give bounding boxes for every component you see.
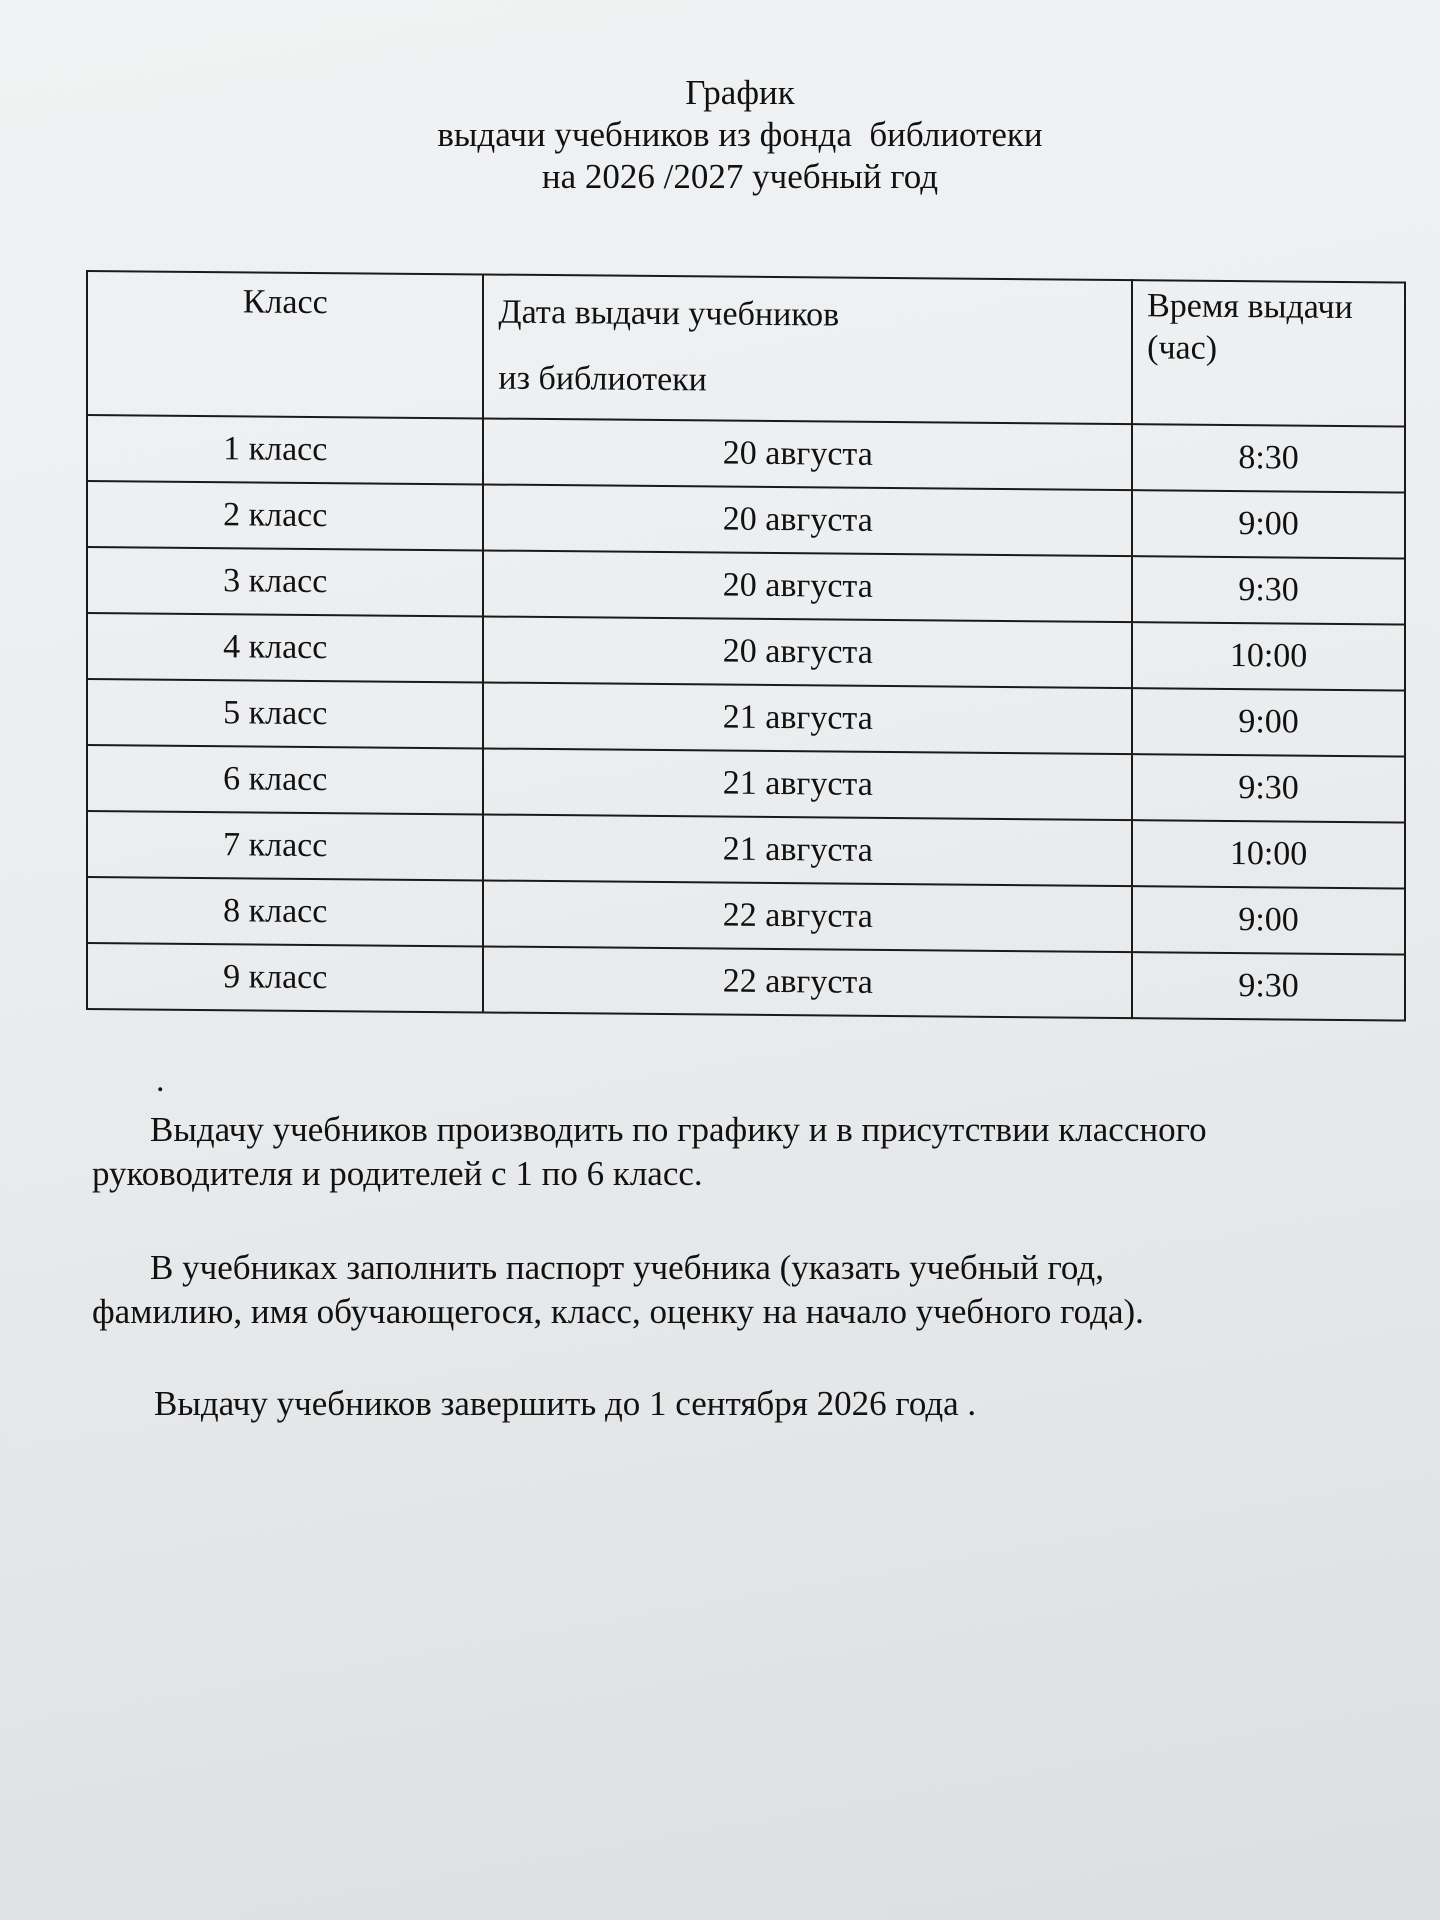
cell-class: 4 класс	[87, 613, 483, 682]
cell-date: 20 августа	[483, 616, 1132, 688]
cell-date: 22 августа	[483, 946, 1132, 1018]
cell-time: 9:30	[1132, 754, 1405, 822]
header-date-line-1: Дата выдачи учебников	[498, 293, 840, 334]
cell-class: 7 класс	[87, 811, 483, 880]
table-row	[87, 547, 1405, 625]
cell-time: 8:30	[1132, 424, 1405, 492]
note-2-line-2: фамилию, имя обучающегося, класс, оценку на начало учебного года).	[92, 1292, 1144, 1331]
table-row	[87, 811, 1405, 889]
cell-class: 6 класс	[87, 745, 483, 814]
cell-class: 8 класс	[87, 877, 483, 946]
cell-date: 20 августа	[483, 418, 1132, 490]
table-row	[87, 745, 1405, 823]
cell-class: 2 класс	[87, 481, 483, 550]
title-line-2: выдачи учебников из фонда библиотеки	[437, 115, 1043, 154]
note-2-line-1: В учебниках заполнить паспорт учебника (указать учебный год,	[150, 1248, 1104, 1287]
cell-time: 9:30	[1132, 556, 1405, 624]
document-title	[0, 72, 1440, 198]
table-row	[87, 481, 1405, 559]
table-header-row	[87, 271, 1405, 427]
table-row	[87, 943, 1405, 1021]
cell-date: 20 августа	[483, 484, 1132, 556]
cell-date: 21 августа	[483, 814, 1132, 886]
header-time-line-1: Время выдачи	[1147, 287, 1353, 327]
table-row	[87, 415, 1405, 493]
cell-class: 3 класс	[87, 547, 483, 616]
cell-date: 22 августа	[483, 880, 1132, 952]
cell-date: 20 августа	[483, 550, 1132, 622]
table-row	[87, 679, 1405, 757]
cell-date: 21 августа	[483, 682, 1132, 754]
header-class	[87, 271, 483, 418]
cell-class: 9 класс	[87, 943, 483, 1012]
cell-class: 5 класс	[87, 679, 483, 748]
header-time-line-2: (час)	[1147, 329, 1218, 367]
title-line-3: на 2026 /2027 учебный год	[541, 157, 939, 196]
cell-time: 9:30	[1132, 952, 1405, 1020]
table-row	[87, 877, 1405, 955]
header-class-label: Класс	[242, 283, 328, 322]
note-1-line-1: Выдачу учебников производить по графику и в присутствии классного	[150, 1110, 1207, 1149]
cell-time: 9:00	[1132, 886, 1405, 954]
table-row	[87, 613, 1405, 691]
header-date	[483, 274, 1132, 424]
title-line-1: График	[685, 73, 795, 112]
cell-time: 9:00	[1132, 688, 1405, 756]
cell-time: 10:00	[1132, 622, 1405, 690]
header-date-line-2: из библиотеки	[498, 359, 707, 399]
cell-time: 9:00	[1132, 490, 1405, 558]
note-paragraph-2	[92, 1246, 1422, 1334]
stray-dot: .	[156, 1062, 165, 1099]
cell-class: 1 класс	[87, 415, 483, 484]
cell-time: 10:00	[1132, 820, 1405, 888]
cell-date: 21 августа	[483, 748, 1132, 820]
note-paragraph-3: Выдачу учебников завершить до 1 сентября 2026 года .	[154, 1384, 977, 1423]
note-1-line-2: руководителя и родителей с 1 по 6 класс.	[92, 1154, 703, 1193]
header-time	[1132, 280, 1405, 426]
schedule-table	[86, 270, 1406, 1022]
note-paragraph-1	[92, 1108, 1422, 1196]
